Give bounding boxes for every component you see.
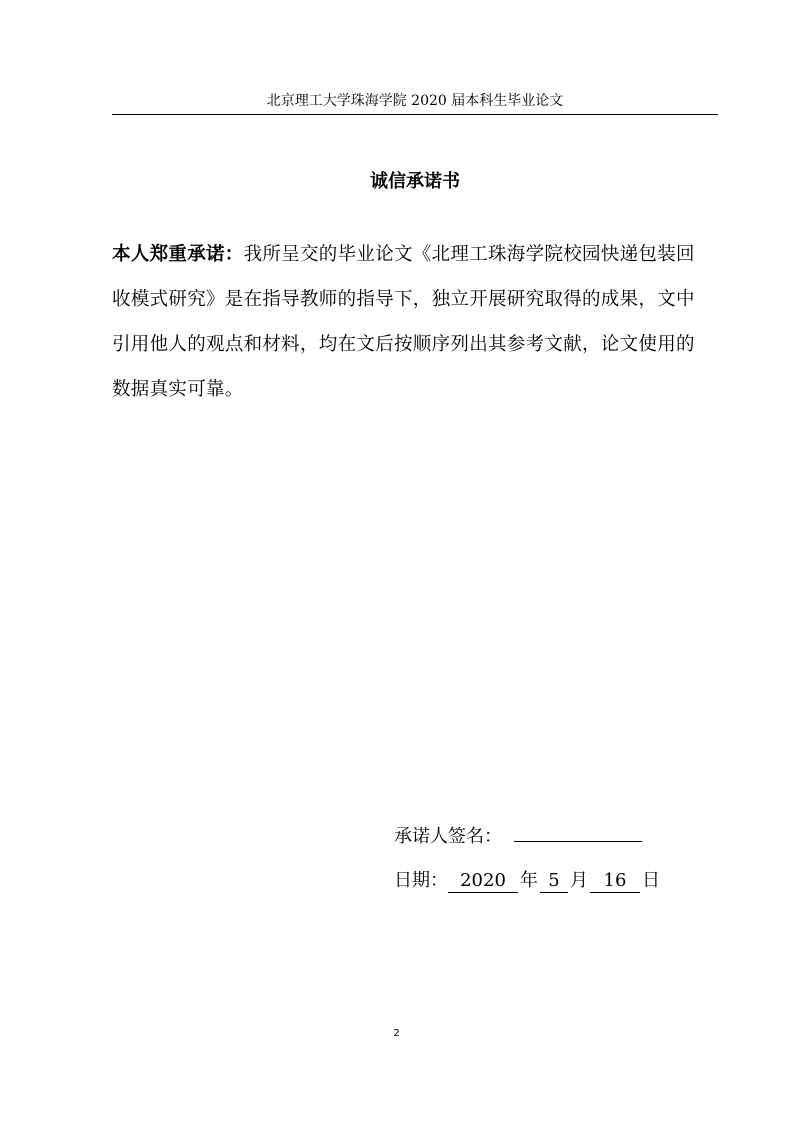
date-day: 16 — [590, 870, 640, 893]
pledge-text: 我所呈交的毕业论文《北理工珠海学院校园快递包装回收模式研究》是在指导教师的指导下，独立开展研究取得的成果，文中引用他人的观点和材料，均在文后按顺序列出其参考文献，论文使用的数据真实可靠。 — [112, 244, 695, 400]
signature-row — [394, 815, 662, 859]
date-row — [394, 859, 662, 903]
date-day-unit: 日 — [642, 870, 660, 891]
date-month: 5 — [540, 870, 568, 893]
document-title: 诚信承诺书 — [370, 171, 460, 192]
date-year-unit: 年 — [520, 870, 538, 891]
date-year: 2020 — [448, 870, 518, 893]
date-month-unit: 月 — [570, 870, 588, 891]
header-rule — [112, 114, 718, 115]
page-number: 2 — [393, 1028, 400, 1039]
pledge-paragraph — [112, 232, 702, 412]
pledge-lead: 本人郑重承诺： — [112, 244, 244, 265]
date-label: 日期： — [394, 870, 448, 891]
signature-block — [394, 815, 662, 903]
running-header: 北京理工大学珠海学院 2020 届本科生毕业论文 — [266, 93, 564, 109]
signature-label: 承诺人签名： — [394, 826, 502, 847]
signature-line — [514, 821, 642, 842]
